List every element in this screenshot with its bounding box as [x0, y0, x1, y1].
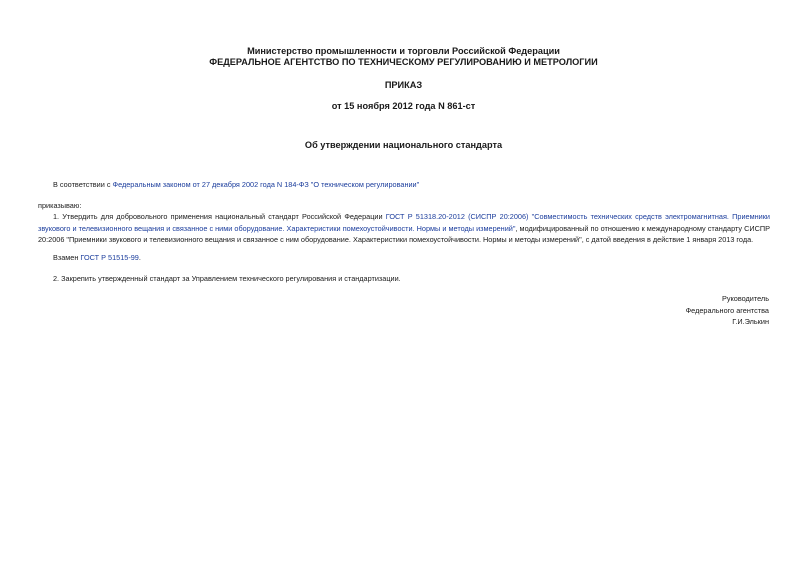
- order-item-2: 2. Закрепить утвержденный стандарт за Управлением технического регулирования и стандартизации.: [53, 274, 401, 283]
- document-subject: Об утверждении национального стандарта: [304, 140, 503, 150]
- order-item-1-prefix: 1. Утвердить для добровольного применения национальный стандарт Российской Федерации: [53, 212, 386, 221]
- orders-word: приказываю:: [38, 201, 82, 210]
- replacement-paragraph: [38, 252, 770, 264]
- signature-name: Г.И.Элькин: [732, 317, 769, 326]
- signature-organization: Федерального агентства: [685, 306, 769, 315]
- signature-position: Руководитель: [721, 294, 769, 303]
- legal-basis-prefix: В соответствии с: [53, 180, 113, 189]
- order-item-1-suffix: , модифицированный по отношению к международному стандарту СИСПР 20:2006 "Приемники звукового и телевизионного вещания и связанное с ним оборудование. Характеристики помехоустойчивости. Нормы и методы измерений", с датой введения в действие 1 января 2013 года.: [38, 223, 770, 245]
- federal-law-link[interactable]: Федеральным законом от 27 декабря 2002 года N 184-ФЗ "О техническом регулировании": [112, 180, 420, 189]
- document-date-number: от 15 ноября 2012 года N 861-ст: [331, 101, 476, 111]
- replacement-suffix: .: [138, 253, 141, 262]
- agency-name: ФЕДЕРАЛЬНОЕ АГЕНТСТВО ПО ТЕХНИЧЕСКОМУ РЕГУЛИРОВАНИЮ И МЕТРОЛОГИИ: [209, 57, 598, 67]
- order-item-1: [38, 211, 770, 246]
- replacement-prefix: Взамен: [53, 253, 81, 262]
- standard-link[interactable]: ГОСТ Р 51318.20-2012 (СИСПР 20:2006) "Совместимость технических средств электромагнитная. Приемники звукового и телевизионного вещания и связанное с ними оборудование. Характеристики помехоустойчивости. Нормы и методы измерений": [38, 212, 770, 233]
- legal-basis-paragraph: [38, 179, 770, 191]
- ministry-name: Министерство промышленности и торговли Российской Федерации: [247, 46, 560, 56]
- document-type: ПРИКАЗ: [384, 80, 423, 90]
- replaced-standard-link[interactable]: ГОСТ Р 51515-99: [80, 253, 139, 262]
